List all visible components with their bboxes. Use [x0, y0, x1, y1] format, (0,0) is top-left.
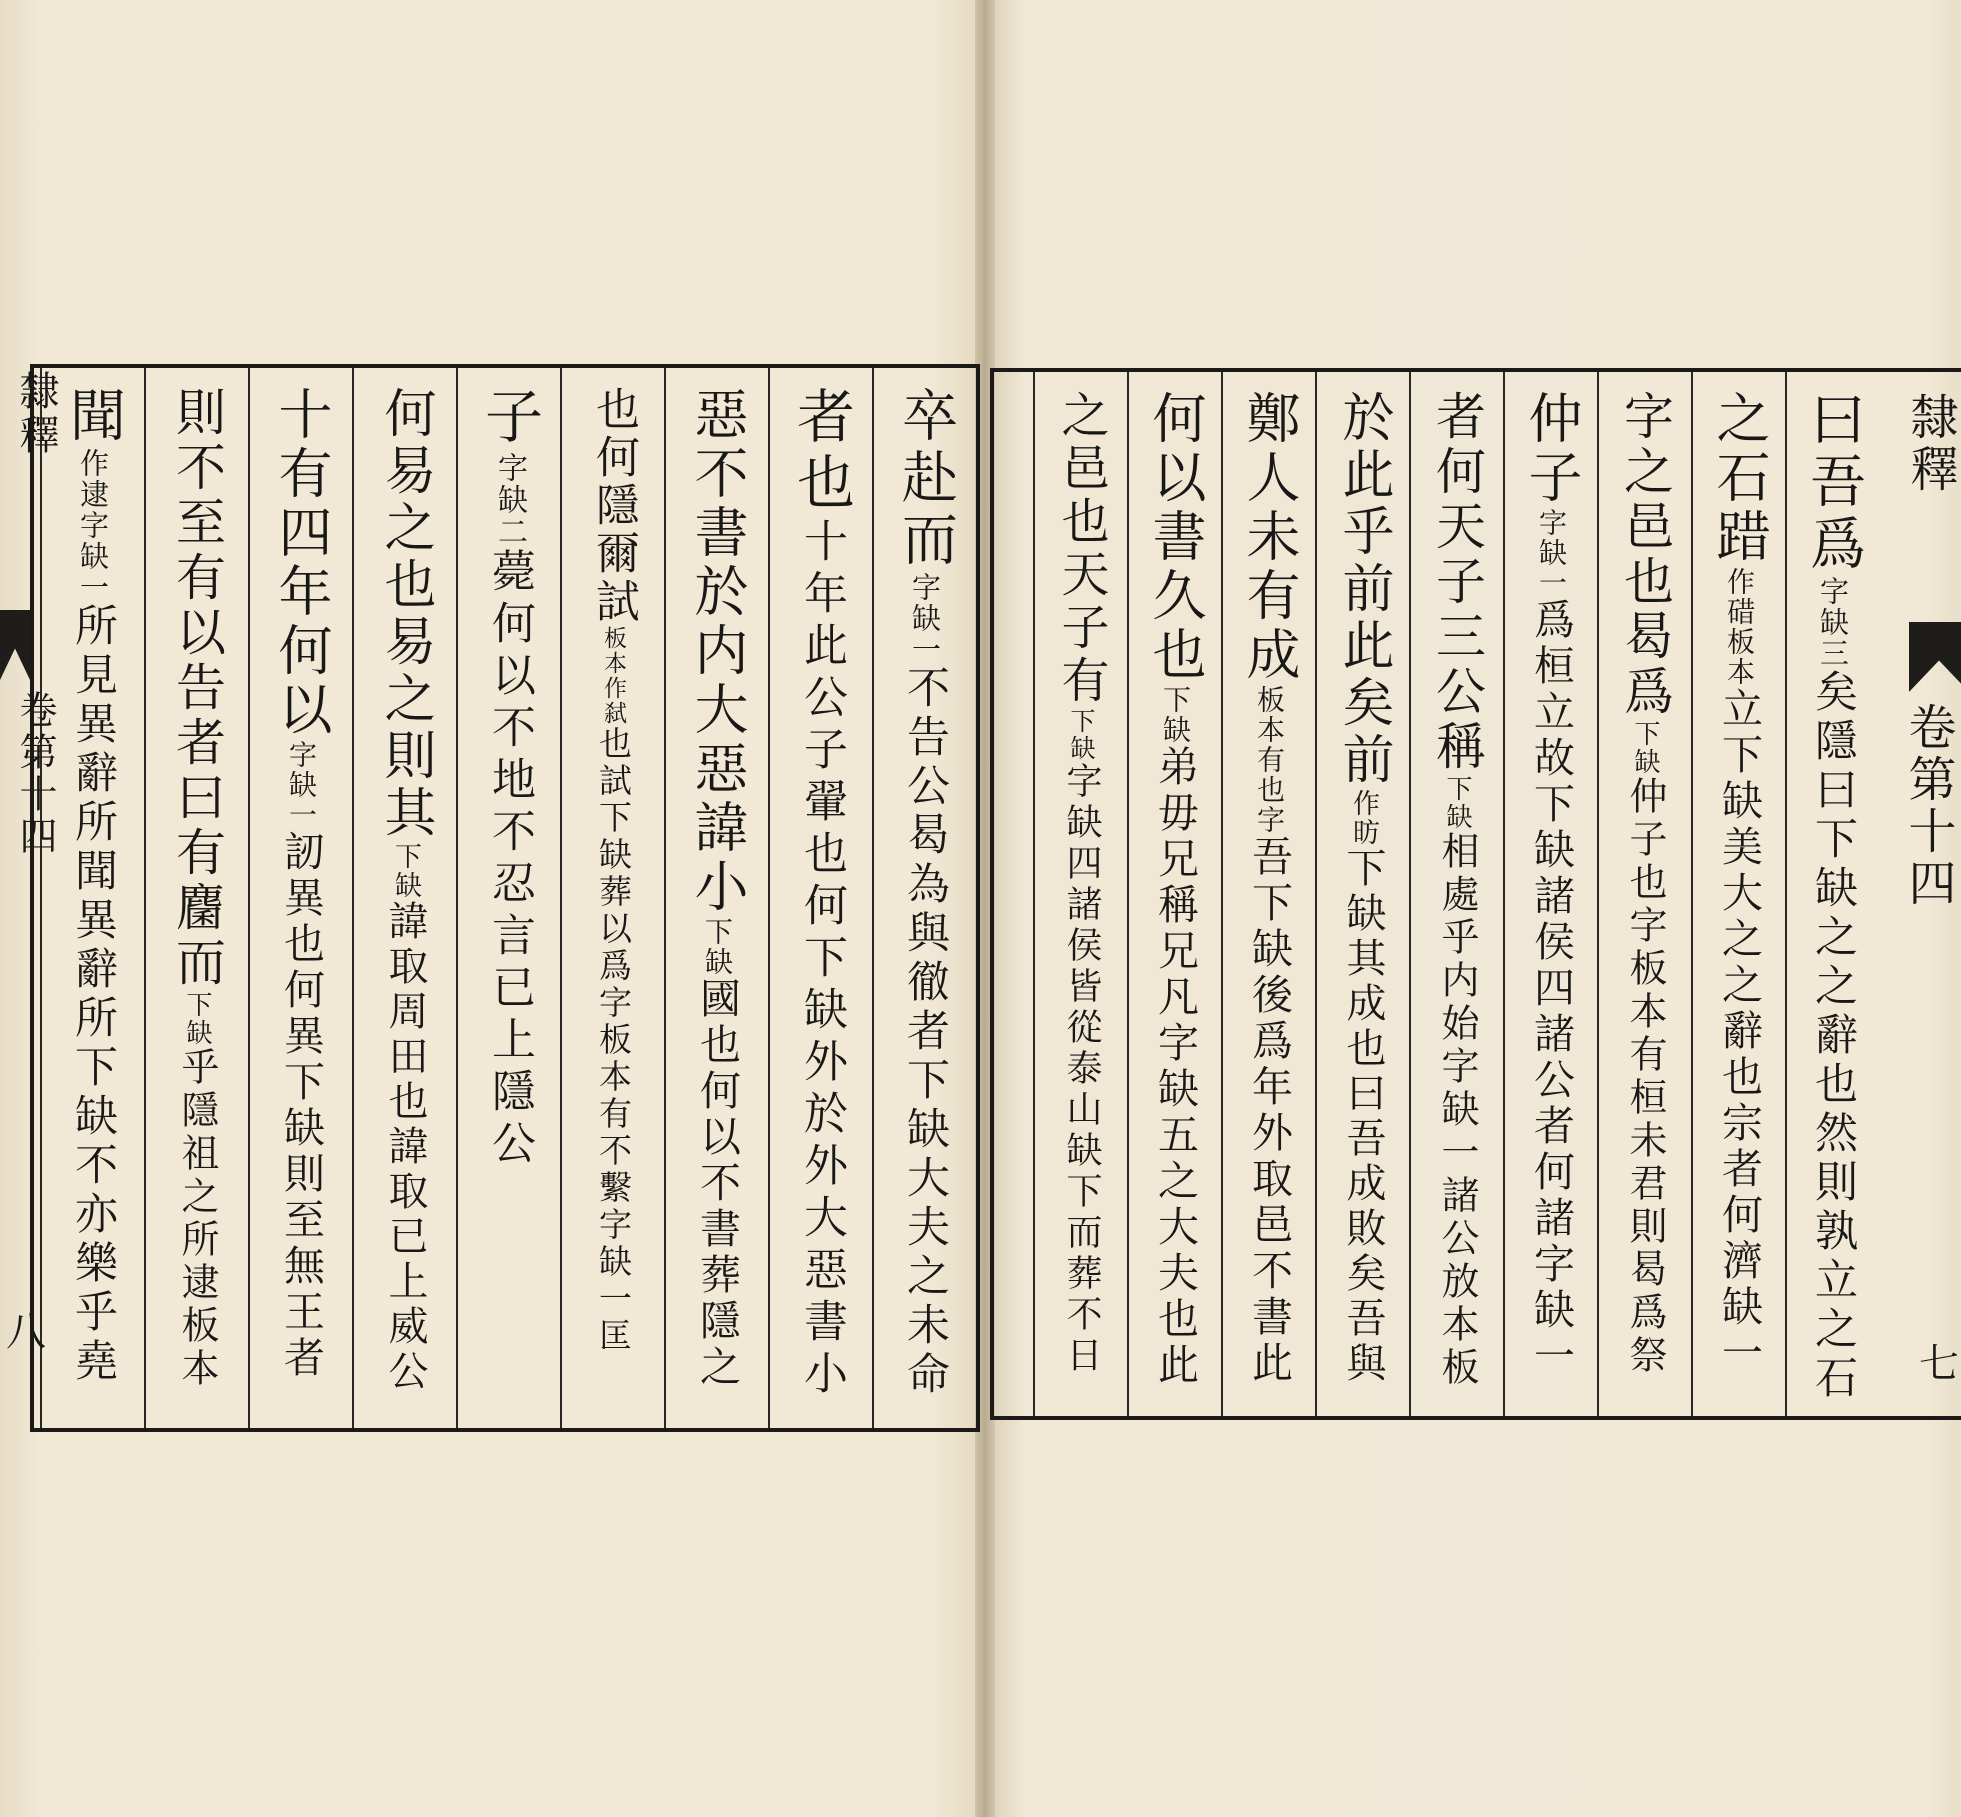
column-text	[1144, 390, 1207, 1389]
fish-tail-ornament	[1909, 622, 1961, 692]
left-page-number: 八	[6, 1309, 46, 1355]
column-continuation-text: 字缺四諸侯皆從泰山缺下而葬不日	[1061, 762, 1102, 1377]
column-text	[1428, 390, 1486, 1390]
column-main-text: 惡不書於内大惡諱小	[686, 386, 749, 917]
column-text	[1801, 390, 1866, 1404]
column-continuation-text: 十年此公子翬也何下缺外於外大惡書小	[796, 518, 847, 1402]
column-text	[168, 386, 226, 1391]
column-annotation: 下缺	[390, 842, 421, 900]
column-main-text: 卒赴而	[893, 386, 958, 572]
text-column	[1691, 372, 1785, 1416]
column-main-text: 字之邑也曷爲	[1616, 390, 1674, 720]
column-main-text: 十有四年何以	[270, 386, 333, 740]
right-page-number: 七	[1919, 1341, 1959, 1387]
column-main-text: 鄭人未有成	[1238, 390, 1301, 685]
left-page-frame	[30, 364, 980, 1432]
text-column	[1221, 372, 1315, 1416]
column-annotation: 字缺二	[492, 452, 527, 548]
column-continuation-text: 矣隱曰下缺之之辭也然則孰立之石	[1808, 669, 1858, 1404]
column-main-text: 子	[475, 386, 543, 452]
text-column	[456, 368, 560, 1428]
column-main-text: 之邑也天子有	[1053, 390, 1109, 708]
column-annotation: 下缺	[182, 991, 212, 1047]
column-text	[1334, 390, 1392, 1387]
text-column	[1409, 372, 1503, 1416]
column-annotation: 下缺	[1067, 708, 1096, 762]
left-margin-title: 隸釋	[13, 370, 59, 458]
text-column	[144, 368, 248, 1428]
column-text	[893, 386, 958, 1400]
column-text	[787, 386, 855, 1402]
column-continuation-text: 不告公曷為與徹者下缺大夫之未命	[900, 665, 950, 1400]
text-column	[248, 368, 352, 1428]
column-text	[1708, 390, 1771, 1377]
column-continuation-text: 諱取周田也諱取已上威公	[382, 900, 428, 1395]
column-continuation-text: 所見異辭所聞異辭所下缺不亦樂乎堯	[68, 603, 118, 1387]
column-continuation-text: 弟毋兄稱兄凡字缺五之大夫也此	[1151, 745, 1199, 1389]
column-annotation: 下缺	[1630, 720, 1660, 776]
column-annotation: 下缺	[1159, 685, 1192, 745]
left-juan-label: 卷第十四	[13, 690, 57, 858]
column-text	[270, 386, 333, 1382]
column-annotation: 作逮字缺一	[76, 448, 110, 603]
column-annotation: 下缺	[1442, 775, 1472, 831]
text-column	[1785, 372, 1879, 1416]
column-continuation-text: 仲子也字板本有桓未君則曷爲祭	[1623, 776, 1667, 1378]
column-continuation-text: 國也何以不書葬隱之	[693, 977, 741, 1391]
text-column	[1033, 372, 1127, 1416]
column-continuation-text: 下缺其成也曰吾成敗矣吾與	[1340, 847, 1386, 1387]
column-text	[584, 386, 642, 1355]
column-annotation: 字缺一	[1535, 508, 1568, 598]
column-text	[475, 386, 543, 1172]
column-continuation-text: 訒異也何異下缺則至無王者	[277, 830, 325, 1382]
column-main-text: 則不至有以告者曰有麕而	[168, 386, 226, 991]
text-column	[352, 368, 456, 1428]
text-column	[1315, 372, 1409, 1416]
right-margin-title: 隸釋	[1902, 392, 1958, 496]
text-column	[1503, 372, 1597, 1416]
column-continuation-text: 薨何以不地不忍言已上隱公	[484, 548, 535, 1172]
column-continuation-text: 爲桓立故下缺諸侯四諸公者何諸字缺一	[1527, 598, 1575, 1380]
column-annotation: 字缺一	[908, 572, 942, 665]
column-text	[1520, 390, 1583, 1380]
text-column	[1597, 372, 1691, 1416]
column-main-text: 曰吾爲	[1801, 390, 1866, 576]
column-main-text: 者也	[787, 386, 855, 518]
column-text	[376, 386, 434, 1395]
column-text	[61, 386, 126, 1387]
column-continuation-text: 也試下缺葬以爲字板本有不繫字缺一匡	[594, 726, 633, 1355]
column-main-text: 聞	[61, 386, 126, 448]
column-continuation-text: 立下缺美大之之辭也宗者何濟缺一	[1715, 687, 1763, 1377]
column-main-text: 何以書久也	[1144, 390, 1207, 685]
column-main-text: 仲子	[1520, 390, 1583, 508]
right-page-frame	[990, 368, 1961, 1420]
column-annotation: 下缺	[701, 917, 734, 977]
column-text	[1616, 390, 1674, 1378]
column-annotation: 作昉	[1348, 789, 1379, 847]
column-text	[1238, 390, 1301, 1387]
text-column	[1127, 372, 1221, 1416]
column-main-text: 於此乎前此矣前	[1333, 390, 1393, 789]
text-column	[872, 368, 976, 1428]
column-annotation: 字缺一	[285, 740, 318, 830]
column-annotation: 字缺三	[1816, 576, 1850, 669]
column-continuation-text: 吾下缺後爲年外取邑不書此	[1245, 835, 1293, 1387]
column-continuation-text: 乎隱祖之所逮板本	[175, 1047, 219, 1391]
column-annotation: 板本作弑	[600, 626, 626, 726]
text-column	[664, 368, 768, 1428]
text-column	[560, 368, 664, 1428]
column-main-text: 者何天子三公稱	[1428, 390, 1486, 775]
right-juan-label: 卷第十四	[1900, 702, 1956, 910]
column-main-text: 也何隱爾試	[588, 386, 639, 626]
text-column	[768, 368, 872, 1428]
column-annotation: 板本有也字	[1253, 685, 1286, 835]
column-continuation-text: 相處乎内始字缺一諸公放本板	[1435, 831, 1479, 1390]
column-main-text: 之石踖	[1708, 390, 1771, 567]
text-column	[40, 368, 144, 1428]
column-main-text: 何易之也易之則其	[375, 386, 435, 842]
column-annotation: 作碏板本	[1723, 567, 1756, 687]
column-text	[1052, 390, 1110, 1377]
column-text	[686, 386, 749, 1391]
